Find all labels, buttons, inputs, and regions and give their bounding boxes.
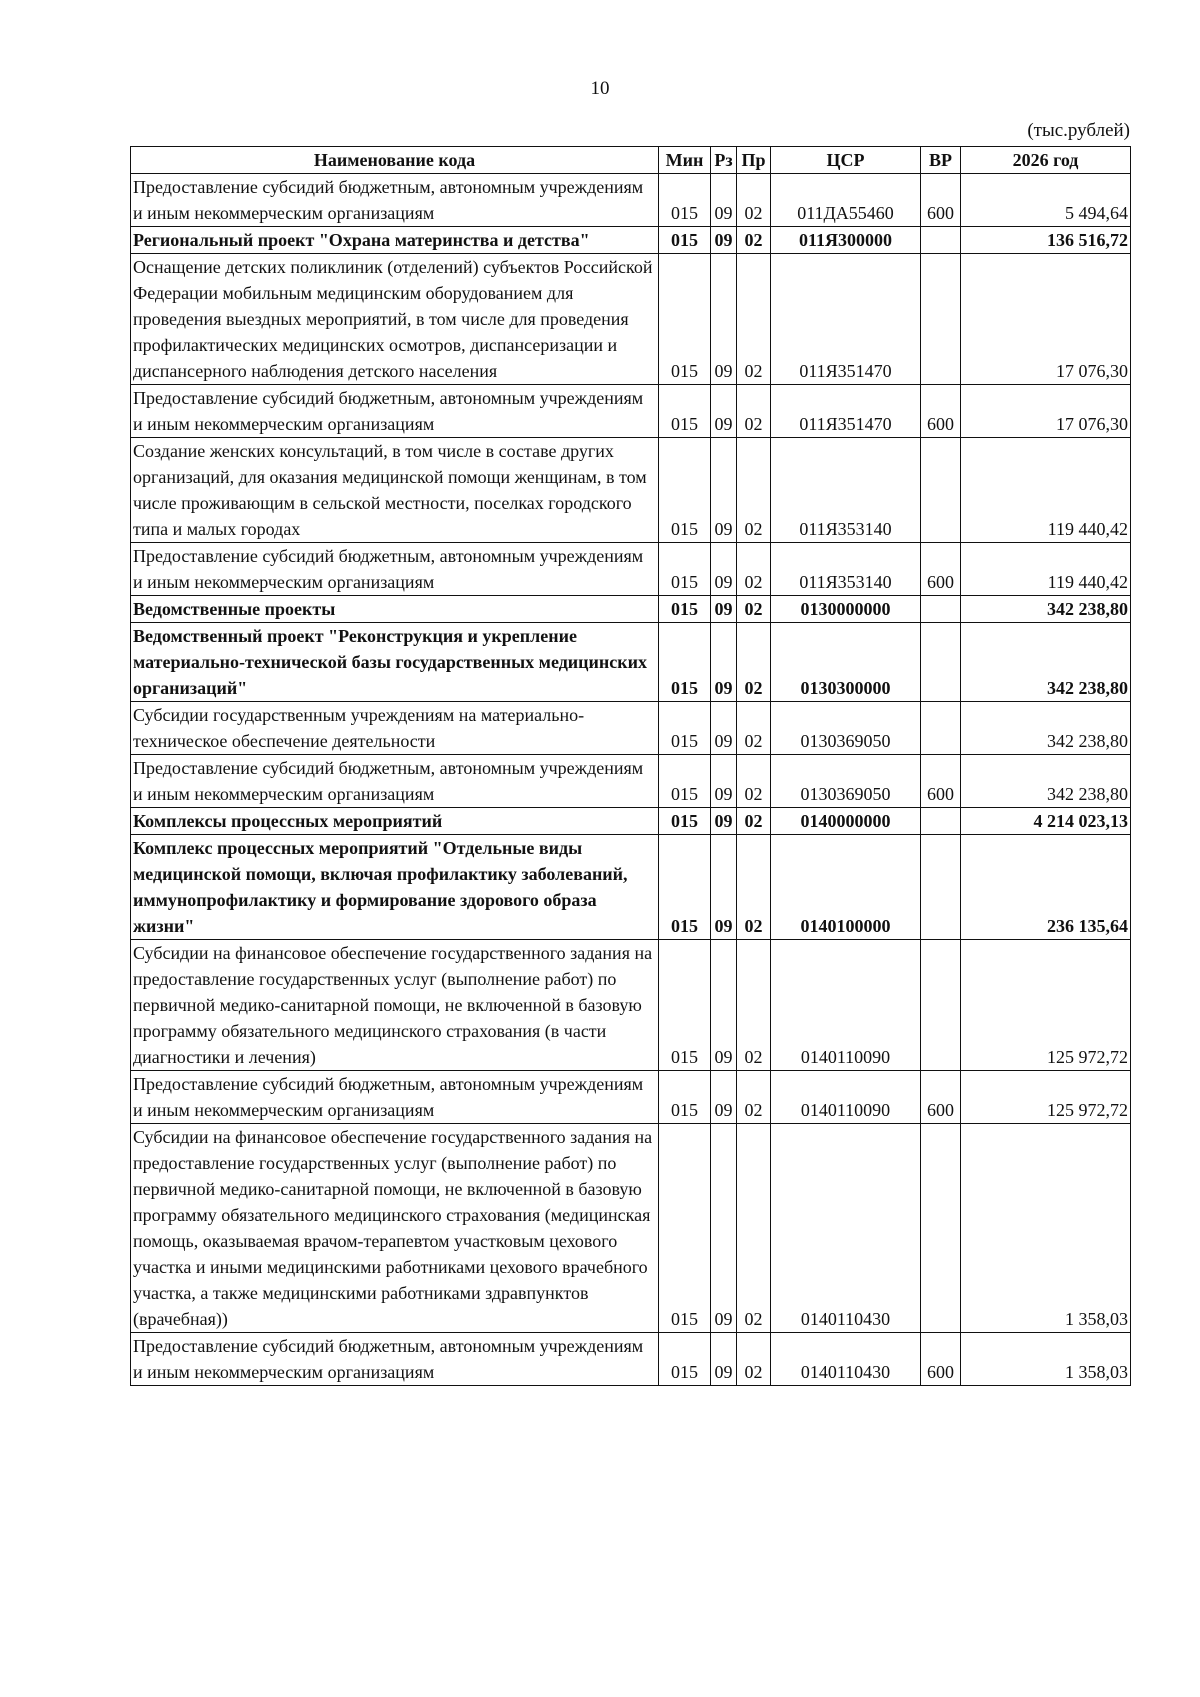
row-vr [921,438,961,543]
row-pr: 02 [737,227,771,254]
row-csr: 0130369050 [771,702,921,755]
table-row [131,438,1131,543]
row-min: 015 [659,1124,711,1333]
row-name: Предоставление субсидий бюджетным, автономным учреждениям и иным некоммерческим организациям [131,1333,659,1386]
table-row [131,1071,1131,1124]
row-min: 015 [659,702,711,755]
units-label: (тыс.рублей) [1027,120,1130,141]
row-rz: 09 [711,1124,737,1333]
row-vr: 600 [921,385,961,438]
row-pr: 02 [737,702,771,755]
row-min: 015 [659,940,711,1071]
row-csr: 0140000000 [771,808,921,835]
row-name: Оснащение детских поликлиник (отделений) субъектов Российской Федерации мобильным медицинским оборудованием для проведения выездных мероприятий, в том числе для проведения профилактических медицинских осмотров, диспансеризации и диспансерного наблюдения детского населения [131,254,659,385]
row-name: Ведомственный проект "Реконструкция и укрепление материально-технической базы государственных медицинских организаций" [131,623,659,702]
row-vr [921,227,961,254]
row-vr: 600 [921,543,961,596]
row-csr: 011ДА55460 [771,174,921,227]
header-rz: Рз [711,147,737,174]
table-row [131,835,1131,940]
row-pr: 02 [737,174,771,227]
row-csr: 0140110090 [771,1071,921,1124]
row-amount: 342 238,80 [961,623,1131,702]
row-pr: 02 [737,385,771,438]
row-amount: 342 238,80 [961,702,1131,755]
row-rz: 09 [711,227,737,254]
row-vr [921,596,961,623]
row-csr: 0140110430 [771,1124,921,1333]
row-amount: 119 440,42 [961,543,1131,596]
row-rz: 09 [711,1333,737,1386]
row-csr: 0140100000 [771,835,921,940]
row-amount: 119 440,42 [961,438,1131,543]
row-pr: 02 [737,1071,771,1124]
page-number: 10 [590,78,610,99]
header-name: Наименование кода [131,147,659,174]
row-min: 015 [659,623,711,702]
row-amount: 342 238,80 [961,755,1131,808]
row-pr: 02 [737,438,771,543]
row-name: Ведомственные проекты [131,596,659,623]
table-row [131,808,1131,835]
row-amount: 5 494,64 [961,174,1131,227]
row-pr: 02 [737,755,771,808]
row-amount: 1 358,03 [961,1124,1131,1333]
row-rz: 09 [711,1071,737,1124]
row-min: 015 [659,543,711,596]
row-min: 015 [659,1071,711,1124]
row-vr: 600 [921,755,961,808]
row-min: 015 [659,438,711,543]
row-min: 015 [659,596,711,623]
header-csr: ЦСР [771,147,921,174]
row-name: Предоставление субсидий бюджетным, автономным учреждениям и иным некоммерческим организациям [131,385,659,438]
row-name: Предоставление субсидий бюджетным, автономным учреждениям и иным некоммерческим организациям [131,755,659,808]
row-amount: 236 135,64 [961,835,1131,940]
row-rz: 09 [711,755,737,808]
row-min: 015 [659,174,711,227]
table-row [131,174,1131,227]
table-row [131,755,1131,808]
row-pr: 02 [737,808,771,835]
row-csr: 0140110090 [771,940,921,1071]
row-name: Предоставление субсидий бюджетным, автономным учреждениям и иным некоммерческим организациям [131,174,659,227]
row-name: Субсидии государственным учреждениям на материально-техническое обеспечение деятельности [131,702,659,755]
row-vr [921,1124,961,1333]
row-min: 015 [659,755,711,808]
row-vr [921,808,961,835]
row-rz: 09 [711,623,737,702]
row-rz: 09 [711,835,737,940]
header-amount: 2026 год [961,147,1131,174]
row-min: 015 [659,835,711,940]
row-amount: 1 358,03 [961,1333,1131,1386]
table-row [131,940,1131,1071]
table-row [131,702,1131,755]
row-rz: 09 [711,702,737,755]
table-row [131,1333,1131,1386]
row-amount: 17 076,30 [961,385,1131,438]
row-min: 015 [659,227,711,254]
row-vr: 600 [921,174,961,227]
header-pr: Пр [737,147,771,174]
row-pr: 02 [737,596,771,623]
row-name: Предоставление субсидий бюджетным, автономным учреждениям и иным некоммерческим организациям [131,1071,659,1124]
row-name: Региональный проект "Охрана материнства и детства" [131,227,659,254]
row-pr: 02 [737,940,771,1071]
row-name: Комплексы процессных мероприятий [131,808,659,835]
header-min: Мин [659,147,711,174]
table-row [131,543,1131,596]
row-amount: 342 238,80 [961,596,1131,623]
row-csr: 0130369050 [771,755,921,808]
row-csr: 011Я351470 [771,385,921,438]
row-rz: 09 [711,940,737,1071]
row-name: Субсидии на финансовое обеспечение государственного задания на предоставление государственных услуг (выполнение работ) по первичной медико-санитарной помощи, не включенной в базовую программу обязательного медицинского страхования (в части диагностики и лечения) [131,940,659,1071]
table-row [131,1124,1131,1333]
row-amount: 136 516,72 [961,227,1131,254]
row-pr: 02 [737,1333,771,1386]
table-row [131,623,1131,702]
row-pr: 02 [737,623,771,702]
row-vr: 600 [921,1333,961,1386]
row-min: 015 [659,385,711,438]
header-vr: ВР [921,147,961,174]
row-rz: 09 [711,808,737,835]
row-rz: 09 [711,174,737,227]
row-rz: 09 [711,254,737,385]
table-row [131,596,1131,623]
row-rz: 09 [711,596,737,623]
row-vr [921,702,961,755]
row-name: Комплекс процессных мероприятий "Отдельные виды медицинской помощи, включая профилактику заболеваний, иммунопрофилактику и формирование здорового образа жизни" [131,835,659,940]
row-vr [921,254,961,385]
row-min: 015 [659,808,711,835]
row-min: 015 [659,254,711,385]
budget-table [130,146,1131,1386]
row-name: Субсидии на финансовое обеспечение государственного задания на предоставление государственных услуг (выполнение работ) по первичной медико-санитарной помощи, не включенной в базовую программу обязательного медицинского страхования (медицинская помощь, оказываемая врачом-терапевтом участковым цехового участка и иными медицинскими работниками цехового врачебного участка, а также медицинскими работниками здравпунктов (врачебная)) [131,1124,659,1333]
row-name: Предоставление субсидий бюджетным, автономным учреждениям и иным некоммерческим организациям [131,543,659,596]
row-pr: 02 [737,543,771,596]
row-csr: 0130000000 [771,596,921,623]
row-amount: 17 076,30 [961,254,1131,385]
row-min: 015 [659,1333,711,1386]
row-csr: 011Я353140 [771,438,921,543]
row-amount: 125 972,72 [961,1071,1131,1124]
row-vr [921,623,961,702]
row-rz: 09 [711,543,737,596]
row-pr: 02 [737,1124,771,1333]
row-pr: 02 [737,835,771,940]
row-csr: 011Я353140 [771,543,921,596]
row-vr [921,835,961,940]
row-name: Создание женских консультаций, в том числе в составе других организаций, для оказания медицинской помощи женщинам, в том числе проживающим в сельской местности, поселках городского типа и малых городах [131,438,659,543]
table-row [131,385,1131,438]
table-header-row [131,147,1131,174]
row-vr [921,940,961,1071]
table-row [131,227,1131,254]
row-pr: 02 [737,254,771,385]
row-csr: 011Я351470 [771,254,921,385]
row-csr: 011Я300000 [771,227,921,254]
row-vr: 600 [921,1071,961,1124]
row-rz: 09 [711,385,737,438]
table-row [131,254,1131,385]
row-csr: 0140110430 [771,1333,921,1386]
row-amount: 125 972,72 [961,940,1131,1071]
row-rz: 09 [711,438,737,543]
row-amount: 4 214 023,13 [961,808,1131,835]
row-csr: 0130300000 [771,623,921,702]
